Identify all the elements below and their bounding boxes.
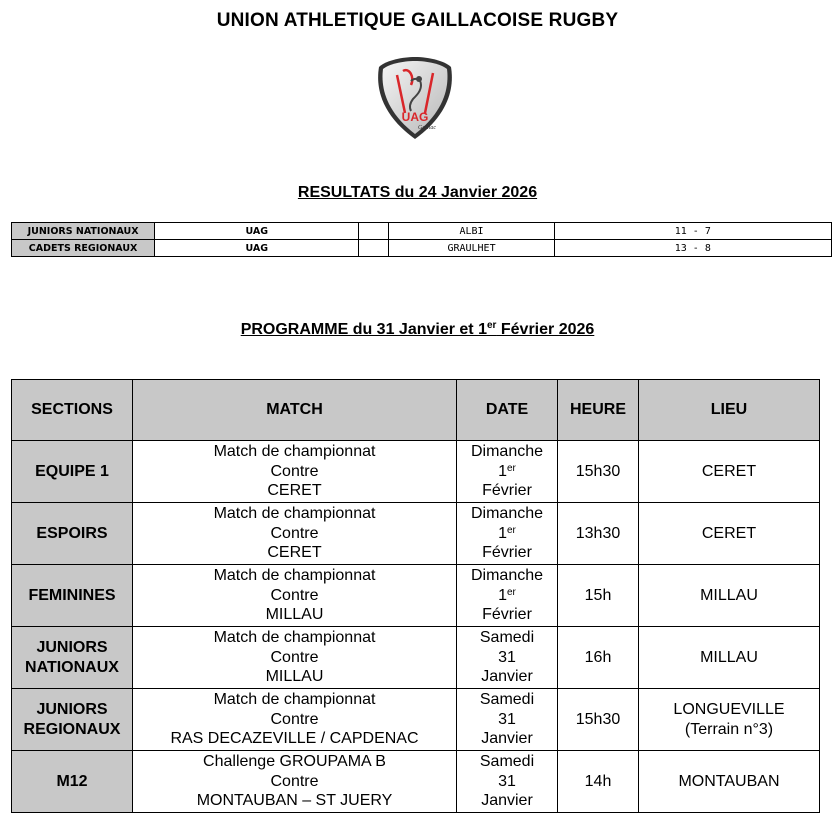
result-section: JUNIORS NATIONAUX [12, 223, 155, 240]
result-away-team: ALBI [389, 223, 554, 240]
header-sections: SECTIONS [12, 380, 133, 441]
row-match [133, 751, 457, 813]
match-line: MONTAUBAN – ST JUERY [196, 792, 393, 810]
date-num [457, 586, 557, 606]
row-match [133, 565, 457, 627]
date-day: Dimanche [470, 505, 544, 523]
lieu-line: CERET [701, 462, 757, 480]
row-lieu [639, 689, 820, 751]
result-score: 13 - 8 [554, 240, 831, 257]
match-line: Match de championnat [213, 567, 376, 585]
result-section: CADETS REGIONAUX [12, 240, 155, 257]
row-heure: 15h30 [558, 689, 639, 751]
results-title: RESULTATS du 24 Janvier 2026 [297, 184, 538, 201]
programme-row [12, 565, 820, 627]
match-line: CERET [267, 544, 322, 562]
programme-title-suffix: Février 2026 [496, 321, 595, 338]
date-num [457, 648, 557, 668]
row-match [133, 503, 457, 565]
header-heure: HEURE [558, 380, 639, 441]
programme-row [12, 503, 820, 565]
date-num-value: 1 [498, 586, 507, 604]
match-line: MILLAU [265, 606, 324, 624]
section-line: EQUIPE 1 [35, 462, 109, 480]
programme-title-sup: er [486, 320, 497, 331]
match-line: CERET [267, 482, 322, 500]
row-date [457, 441, 558, 503]
date-month: Janvier [481, 792, 533, 810]
results-table [11, 222, 832, 257]
logo-subtext: Gaillac [418, 125, 436, 131]
date-num-sup: er [507, 586, 516, 598]
row-heure: 16h [558, 627, 639, 689]
match-line: Match de championnat [213, 443, 376, 461]
date-num-sup: er [507, 462, 516, 474]
row-heure: 14h [558, 751, 639, 813]
match-line: Match de championnat [213, 505, 376, 523]
date-month: Février [482, 482, 532, 500]
date-day: Samedi [479, 629, 535, 647]
date-num-sup: er [507, 524, 516, 536]
result-away-team: GRAULHET [389, 240, 554, 257]
results-row [12, 223, 832, 240]
programme-header-row [12, 380, 820, 441]
result-blank [359, 223, 389, 240]
club-logo [375, 55, 455, 141]
programme-table [11, 379, 820, 813]
row-section [12, 627, 133, 689]
date-num-value: 1 [498, 524, 507, 542]
section-line: JUNIORS [36, 639, 108, 656]
programme-title-prefix: PROGRAMME du 31 Janvier et 1 [240, 321, 487, 338]
header-lieu: LIEU [639, 380, 820, 441]
lieu-line: MONTAUBAN [678, 772, 780, 790]
match-line: MILLAU [265, 668, 324, 686]
club-title: UNION ATHLETIQUE GAILLACOISE RUGBY [216, 10, 619, 31]
section-line: M12 [56, 772, 88, 790]
programme-row [12, 627, 820, 689]
match-line: Challenge GROUPAMA B [203, 753, 386, 771]
row-date [457, 689, 558, 751]
section-line: FEMININES [28, 586, 116, 604]
section-line: REGIONAUX [23, 720, 121, 738]
row-date [457, 565, 558, 627]
match-line: Contre [270, 648, 319, 666]
result-score: 11 - 7 [554, 223, 831, 240]
match-line: Match de championnat [213, 629, 376, 647]
row-lieu [639, 627, 820, 689]
programme-row [12, 751, 820, 813]
match-line: Contre [270, 524, 319, 542]
date-num-value: 1 [498, 462, 507, 480]
header-match: MATCH [133, 380, 457, 441]
row-section [12, 689, 133, 751]
match-line: Contre [270, 772, 319, 790]
date-num [457, 462, 557, 482]
section-line: NATIONAUX [25, 658, 119, 676]
date-num [457, 710, 557, 730]
programme-title [0, 320, 835, 339]
match-line: Contre [270, 586, 319, 604]
section-line: JUNIORS [36, 701, 108, 718]
row-lieu [639, 565, 820, 627]
date-month: Février [482, 544, 532, 562]
date-num-value: 31 [498, 648, 516, 666]
date-day: Samedi [479, 753, 535, 771]
header-date: DATE [457, 380, 558, 441]
section-line: ESPOIRS [36, 524, 108, 542]
row-section [12, 751, 133, 813]
row-lieu [639, 751, 820, 813]
row-date [457, 503, 558, 565]
programme-row [12, 441, 820, 503]
date-num [457, 772, 557, 792]
date-day: Dimanche [470, 443, 544, 461]
programme-row [12, 689, 820, 751]
logo-text: UAG [401, 110, 429, 124]
match-line: Contre [270, 462, 319, 480]
date-month: Janvier [481, 730, 533, 748]
lieu-line: LONGUEVILLE [673, 701, 785, 718]
date-month: Février [482, 606, 532, 624]
date-day: Dimanche [470, 567, 544, 585]
result-blank [359, 240, 389, 257]
row-heure: 15h [558, 565, 639, 627]
lieu-line: CERET [701, 524, 757, 542]
row-section [12, 441, 133, 503]
lieu-line: MILLAU [700, 648, 758, 666]
row-date [457, 627, 558, 689]
date-num-value: 31 [498, 772, 516, 790]
match-line: Contre [270, 710, 319, 728]
row-date [457, 751, 558, 813]
date-month: Janvier [481, 668, 533, 686]
date-day: Samedi [479, 691, 535, 709]
results-row [12, 240, 832, 257]
row-match [133, 627, 457, 689]
result-home-team: UAG [155, 223, 359, 240]
lieu-line: MILLAU [700, 586, 758, 604]
result-home-team: UAG [155, 240, 359, 257]
date-num [457, 524, 557, 544]
row-heure: 15h30 [558, 441, 639, 503]
row-section [12, 565, 133, 627]
row-lieu [639, 503, 820, 565]
row-section [12, 503, 133, 565]
date-num-value: 31 [498, 710, 516, 728]
row-heure: 13h30 [558, 503, 639, 565]
row-lieu [639, 441, 820, 503]
match-line: RAS DECAZEVILLE / CAPDENAC [170, 730, 419, 748]
match-line: Match de championnat [213, 691, 376, 709]
lieu-line: (Terrain n°3) [684, 720, 774, 738]
row-match [133, 441, 457, 503]
row-match [133, 689, 457, 751]
